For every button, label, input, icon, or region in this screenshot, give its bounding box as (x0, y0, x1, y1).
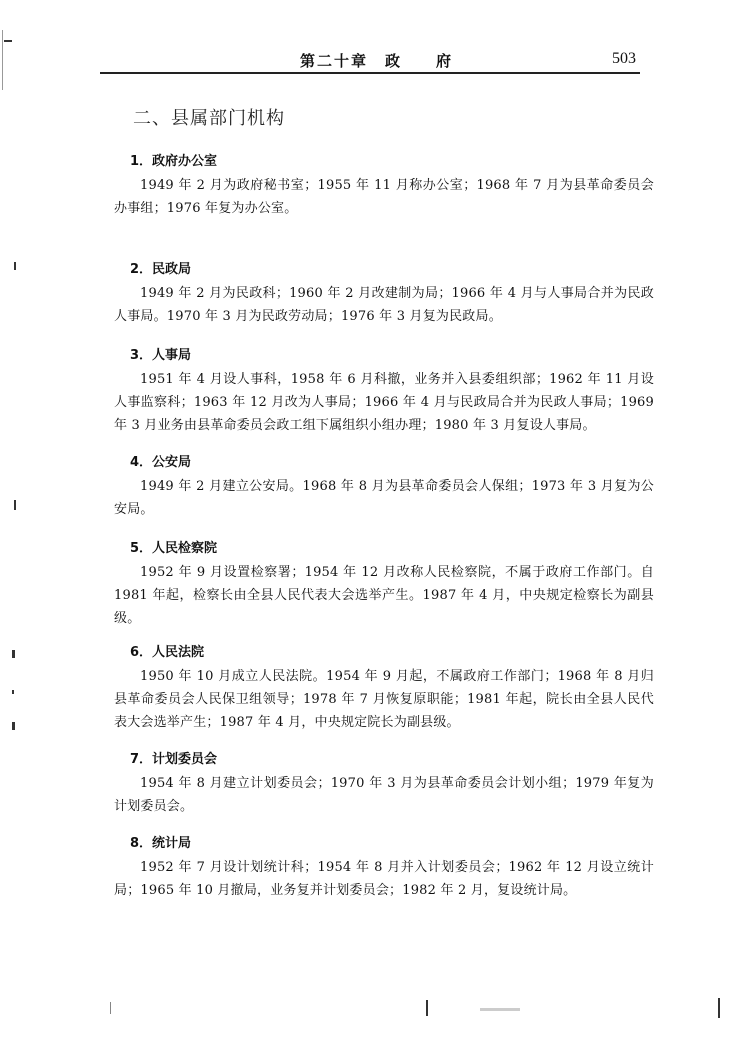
scan-artifact (4, 40, 12, 42)
chapter-title: 第二十章 政 府 (300, 52, 454, 70)
scan-artifact (14, 500, 16, 510)
entry-title: 5．人民检察院 (130, 541, 218, 556)
entry-title: 2．民政局 (130, 262, 192, 277)
entry-title: 8．统计局 (130, 836, 192, 851)
scan-artifact (12, 690, 14, 694)
page-header (100, 46, 640, 74)
scan-artifact (480, 1008, 520, 1011)
scan-artifact (718, 998, 720, 1018)
entry-body: 1952 年 7 月设计划统计科；1954 年 8 月并入计划委员会；1962 年 12 月设立统计局；1965 年 10 月撤局，业务复并计划委员会；1982 年 2 月，复设统计局。 (114, 860, 654, 898)
entry-title: 4．公安局 (130, 455, 192, 470)
entry-title: 1．政府办公室 (130, 154, 218, 169)
entry-body: 1950 年 10 月成立人民法院。1954 年 9 月起，不属政府工作部门；1968 年 8 月归县革命委员会人民保卫组领导；1978 年 7 月恢复原职能；1981 年起，院长由全县人民代表大会选举产生；1987 年 4 月，中央规定院长为副县级。 (114, 669, 654, 730)
scan-artifact (12, 722, 15, 730)
scan-artifact (12, 650, 15, 658)
entry-body: 1954 年 8 月建立计划委员会；1970 年 3 月为县革命委员会计划小组；1979 年复为计划委员会。 (114, 776, 654, 814)
entry-body: 1952 年 9 月设置检察署；1954 年 12 月改称人民检察院，不属于政府工作部门。自 1981 年起，检察长由全县人民代表大会选举产生。1987 年 4 月，中央规定检察长为副县级。 (114, 565, 654, 626)
entry-body: 1951 年 4 月设人事科，1958 年 6 月科撤，业务并入县委组织部；1962 年 11 月设人事监察科；1963 年 12 月改为人事局；1966 年 4 月与民政局合并为民政人事局；1969 年 3 月业务由县革命委员会政工组下属组织小组办理；1980 年 3 月复设人事局。 (114, 372, 654, 433)
entry-body: 1949 年 2 月为民政科；1960 年 2 月改建制为局；1966 年 4 月与人事局合并为民政人事局。1970 年 3 月为民政劳动局；1976 年 3 月复为民政局。 (114, 286, 654, 324)
entry-title: 7．计划委员会 (130, 752, 218, 767)
scan-artifact (14, 262, 16, 270)
section-heading: 二、县属部门机构 (133, 108, 285, 129)
entry-title: 6．人民法院 (130, 645, 205, 660)
scan-artifact (2, 30, 3, 90)
scan-artifact (110, 1002, 111, 1014)
entry-title: 3．人事局 (130, 348, 192, 363)
page-number: 503 (612, 50, 636, 67)
scan-artifact (426, 1000, 428, 1016)
entry-body: 1949 年 2 月为政府秘书室；1955 年 11 月称办公室；1968 年 7 月为县革命委员会办事组；1976 年复为办公室。 (114, 178, 654, 216)
entry-body: 1949 年 2 月建立公安局。1968 年 8 月为县革命委员会人保组；1973 年 3 月复为公安局。 (114, 479, 654, 517)
